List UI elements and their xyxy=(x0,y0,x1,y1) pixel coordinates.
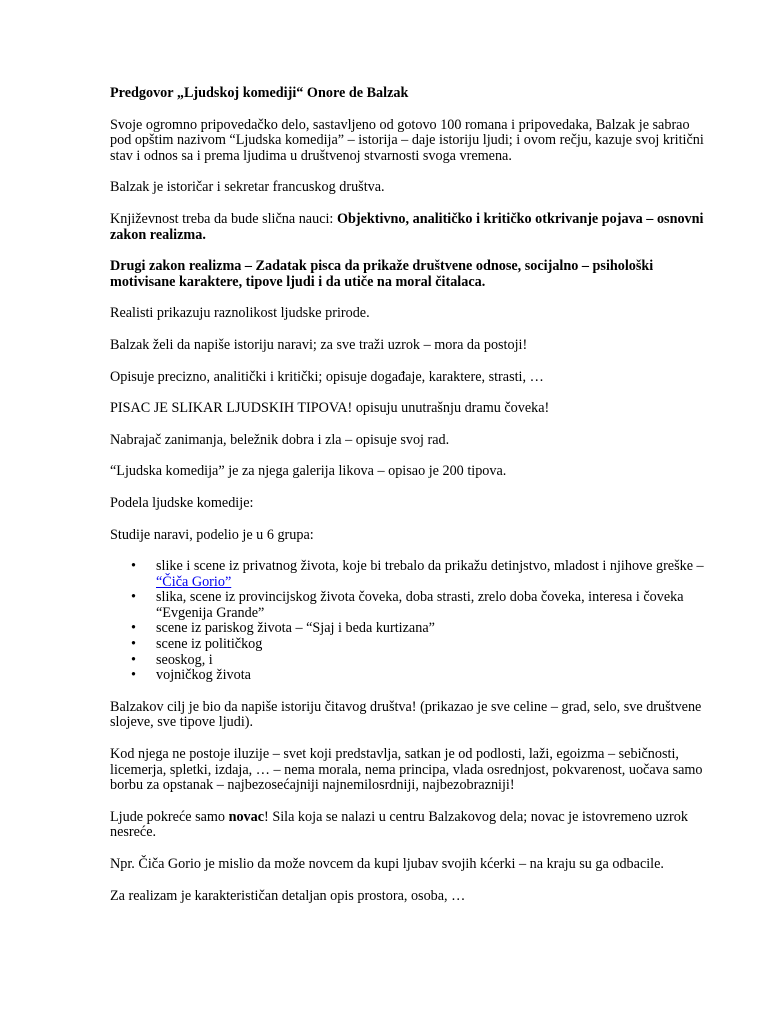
paragraph-intro: Svoje ogromno pripovedačko delo, sastavljeno od gotovo 100 romana i pripovedaka, Balzak je sabrao pod opštim nazivom “Ljudska komedija” – istorija – daje istoriju ljudi; i ovom rečju, kazuje svoj kritični stav i odnos sa i prema ljudima u društvenoj stvarnosti svoga vremena. xyxy=(110,116,704,164)
paragraph-realists: Realisti prikazuju raznolikost ljudske prirode. xyxy=(110,305,370,322)
bullet-icon: • xyxy=(131,651,136,668)
paragraph-enumerator: Nabrajač zanimanja, beležnik dobra i zla – opisuje svoj rad. xyxy=(110,431,450,448)
paragraph-gallery: “Ljudska komedija” je za njega galerija likova – opisao je 200 tipova. xyxy=(110,463,507,480)
list-item-text: slika, scene iz provincijskog života čoveka, doba strasti, zrelo doba čoveka, interesa i čoveka “Evgenija Grande” xyxy=(156,589,684,621)
paragraph-history-of-manners: Balzak želi da napiše istoriju naravi; za sve traži uzrok – mora da postoji! xyxy=(110,336,528,353)
list-item-text: scene iz političkog xyxy=(156,636,263,653)
paragraph-studies: Studije naravi, podelio je u 6 grupa: xyxy=(110,526,314,543)
second-law-bold: Drugi zakon realizma – Zadatak pisca da prikaže društvene odnose, socijalno – psihološki motivisane karaktere, tipove ljudi i da utiče na moral čitalaca. xyxy=(110,258,654,290)
list-item-text: seoskog, i xyxy=(156,651,213,668)
paragraph-realism-detail: Za realizam je karakterističan detaljan opis prostora, osoba, … xyxy=(110,887,466,904)
list-item-text: vojničkog života xyxy=(156,667,251,684)
paragraph-historian: Balzak je istoričar i sekretar francuskog društva. xyxy=(110,179,385,196)
list-item xyxy=(110,590,710,621)
paragraph-goal: Balzakov cilj je bio da napiše istoriju čitavog društva! (prikazao je sve celine – grad, selo, sve društvene slojeve, sve tipove ljudi). xyxy=(110,698,702,731)
list-item xyxy=(110,668,710,684)
bullet-icon: • xyxy=(131,636,136,653)
bullet-icon: • xyxy=(131,589,136,606)
paragraph-describes: Opisuje precizno, analitički i kritički; opisuje događaje, karaktere, strasti, … xyxy=(110,368,544,385)
bullet-icon: • xyxy=(131,620,136,637)
paragraph-money xyxy=(110,810,710,841)
paragraph-first-law xyxy=(110,212,710,243)
money-tail: ! Sila koja se nalazi u centru Balzakovog dela; novac je istovremeno uzrok nesreće. xyxy=(110,808,688,841)
list-item-text: slike i scene iz privatnog života, koje bi trebalo da prikažu detinjstvo, mladost i njihove greške – xyxy=(156,558,704,575)
list-item-text: scene iz pariskog života – “Sjaj i beda kurtizana” xyxy=(156,620,435,637)
paragraph-example: Npr. Čiča Gorio je mislio da može novcem da kupi ljubav svojih kćerki – na kraju su ga odbacile. xyxy=(110,856,664,872)
list-item xyxy=(110,621,710,637)
cica-gorio-link[interactable]: “Čiča Gorio” xyxy=(156,573,232,590)
first-law-bold: Objektivno, analitičko i kritičko otkrivanje pojava – osnovni zakon realizma. xyxy=(110,210,704,243)
paragraph-painter: PISAC JE SLIKAR LJUDSKIH TIPOVA! opisuju unutrašnju dramu čoveka! xyxy=(110,400,550,417)
paragraph-second-law xyxy=(110,259,710,290)
document-body xyxy=(110,86,710,904)
bullet-icon: • xyxy=(131,558,136,575)
groups-list xyxy=(110,559,710,684)
paragraph-division: Podela ljudske komedije: xyxy=(110,494,254,511)
bullet-icon: • xyxy=(131,667,136,684)
document-title: Predgovor „Ljudskoj komediji“ Onore de Balzak xyxy=(110,85,409,101)
list-item xyxy=(110,637,710,653)
money-bold: novac xyxy=(228,808,265,825)
list-item xyxy=(110,653,710,669)
paragraph-no-illusions: Kod njega ne postoje iluzije – svet koji predstavlja, satkan je od podlosti, laži, egoizma – sebičnosti, licemerja, spletki, izdaja, … – nema morala, nema principa, vlada osrednjost, pokvarenost, uočava samo borbu za opstanak – najbezosećajniji najnemilosrdniji, najbezobrazniji! xyxy=(110,746,703,794)
list-item xyxy=(110,559,710,590)
money-lead: Ljude pokreće samo xyxy=(110,808,229,825)
first-law-lead: Književnost treba da bude slična nauci: xyxy=(110,210,337,227)
